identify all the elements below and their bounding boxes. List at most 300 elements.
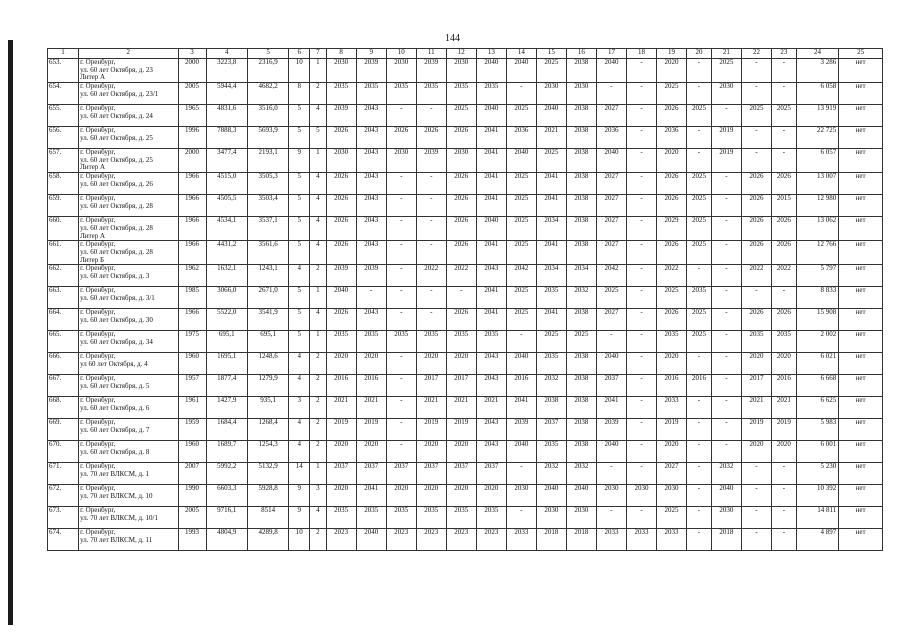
table-cell: 1279,9 — [247, 375, 288, 397]
table-cell: 2032 — [566, 287, 596, 309]
row-number-cell: 671. — [48, 463, 79, 485]
table-cell: - — [596, 463, 626, 485]
row-number-cell: 673. — [48, 507, 79, 529]
table-cell: 2026 — [771, 173, 796, 195]
table-cell: 6 057 — [796, 149, 838, 173]
table-row — [48, 173, 883, 195]
table-cell: - — [711, 173, 741, 195]
table-cell: 2033 — [657, 529, 687, 551]
address-cell: г. Оренбург, ул. 70 лет ВЛКСМ, д. 11 — [79, 529, 178, 551]
table-cell: 2040 — [476, 59, 506, 83]
table-cell: 2041 — [506, 397, 536, 419]
table-cell: - — [687, 265, 712, 287]
table-cell: 10 — [289, 59, 310, 83]
table-cell: - — [687, 441, 712, 463]
table-cell: 2020 — [416, 485, 446, 507]
table-cell: 2030 — [386, 149, 416, 173]
table-cell: 2019 — [657, 419, 687, 441]
table-cell: 3503,4 — [247, 195, 288, 217]
table-cell: 2040 — [506, 353, 536, 375]
table-cell: 2026 — [446, 173, 476, 195]
table-cell: 1 — [310, 331, 327, 353]
table-cell: 2035 — [356, 507, 386, 529]
table-cell: 4 — [310, 105, 327, 127]
table-cell: - — [626, 375, 656, 397]
column-number-header-cell: 1 — [48, 49, 79, 59]
table-cell: 2040 — [596, 353, 626, 375]
table-cell: 2027 — [596, 195, 626, 217]
table-cell: 2025 — [687, 331, 712, 353]
table-cell: - — [596, 83, 626, 105]
table-cell: 6 668 — [796, 375, 838, 397]
table-cell: 2 — [310, 353, 327, 375]
table-cell: 2039 — [416, 149, 446, 173]
table-cell: нет — [839, 507, 883, 529]
table-cell: 5522,0 — [206, 309, 247, 331]
table-cell: - — [771, 485, 796, 507]
table-cell: 2020 — [657, 59, 687, 83]
row-number-cell: 654. — [48, 83, 79, 105]
table-cell: 2027 — [596, 217, 626, 241]
table-cell: 8514 — [247, 507, 288, 529]
table-cell: 5 797 — [796, 265, 838, 287]
table-cell: 2035 — [687, 287, 712, 309]
table-cell: нет — [839, 309, 883, 331]
table-cell: 2030 — [626, 485, 656, 507]
table-cell: 2025 — [657, 83, 687, 105]
table-cell: 2020 — [657, 353, 687, 375]
table-cell: 1961 — [178, 397, 206, 419]
table-cell: 2035 — [416, 83, 446, 105]
address-cell: г. Оренбург, ул. 60 лет Октября, д. 25 Литер А — [79, 149, 178, 173]
table-cell: - — [626, 217, 656, 241]
table-cell: 2020 — [326, 485, 356, 507]
column-number-header-cell: 21 — [711, 49, 741, 59]
table-cell: 2025 — [536, 59, 566, 83]
table-cell: нет — [839, 375, 883, 397]
table-cell: 2020 — [476, 485, 506, 507]
table-cell: - — [771, 127, 796, 149]
table-cell: - — [386, 173, 416, 195]
column-number-header-cell: 22 — [741, 49, 771, 59]
table-cell: нет — [839, 265, 883, 287]
table-cell: 2043 — [356, 149, 386, 173]
table-cell: 2025 — [711, 59, 741, 83]
table-cell: 2032 — [711, 463, 741, 485]
table-cell: 2026 — [326, 127, 356, 149]
table-cell: 6 058 — [796, 83, 838, 105]
table-cell: 2035 — [416, 507, 446, 529]
table-cell: 2020 — [657, 149, 687, 173]
table-cell: 2020 — [386, 485, 416, 507]
table-cell: 13 062 — [796, 217, 838, 241]
table-cell: 2043 — [476, 419, 506, 441]
table-cell: 2025 — [687, 173, 712, 195]
table-cell: 10 392 — [796, 485, 838, 507]
column-number-header-cell: 10 — [386, 49, 416, 59]
table-cell: - — [386, 419, 416, 441]
table-cell: - — [771, 287, 796, 309]
table-cell: - — [771, 529, 796, 551]
table-cell: 3561,6 — [247, 241, 288, 265]
table-cell: 9 — [289, 149, 310, 173]
column-number-header-cell: 12 — [446, 49, 476, 59]
table-cell: 2 — [310, 441, 327, 463]
table-cell: - — [626, 127, 656, 149]
table-cell: 2 002 — [796, 331, 838, 353]
table-cell: 2021 — [326, 397, 356, 419]
table-cell: 1254,3 — [247, 441, 288, 463]
table-cell: 2035 — [326, 507, 356, 529]
column-number-header-cell: 19 — [657, 49, 687, 59]
table-cell: 2035 — [536, 287, 566, 309]
table-cell: 2030 — [536, 83, 566, 105]
table-cell: - — [771, 149, 796, 173]
table-row — [48, 149, 883, 173]
table-cell: 2020 — [446, 441, 476, 463]
table-cell: 2020 — [446, 353, 476, 375]
table-cell: 2 — [310, 419, 327, 441]
table-cell: 2040 — [476, 217, 506, 241]
table-cell: 2035 — [536, 441, 566, 463]
table-cell: 2020 — [326, 441, 356, 463]
table-cell: 2041 — [356, 485, 386, 507]
table-cell: 2 — [310, 265, 327, 287]
table-cell: 2023 — [446, 529, 476, 551]
row-number-cell: 660. — [48, 217, 79, 241]
table-cell: 22 725 — [796, 127, 838, 149]
table-cell: 6603,3 — [206, 485, 247, 507]
table-cell: 6 625 — [796, 397, 838, 419]
table-cell: 2043 — [356, 217, 386, 241]
table-cell: - — [446, 287, 476, 309]
table-cell: нет — [839, 397, 883, 419]
table-cell: - — [711, 241, 741, 265]
table-cell: - — [416, 287, 446, 309]
table-cell: 15 908 — [796, 309, 838, 331]
table-cell: - — [741, 529, 771, 551]
table-cell: 2019 — [741, 419, 771, 441]
table-cell: - — [687, 149, 712, 173]
row-number-cell: 669. — [48, 419, 79, 441]
table-cell: 5992,2 — [206, 463, 247, 485]
table-cell: 2038 — [566, 241, 596, 265]
table-cell: 5 — [289, 217, 310, 241]
table-row — [48, 529, 883, 551]
column-number-header-cell: 18 — [626, 49, 656, 59]
table-cell: 1960 — [178, 441, 206, 463]
table-cell: нет — [839, 195, 883, 217]
table-cell: - — [711, 287, 741, 309]
table-cell: 2026 — [416, 127, 446, 149]
table-cell: 2019 — [416, 419, 446, 441]
table-cell: 2023 — [476, 529, 506, 551]
table-cell: 2035 — [356, 83, 386, 105]
table-cell: - — [386, 105, 416, 127]
row-number-cell: 656. — [48, 127, 79, 149]
table-cell: 2027 — [596, 241, 626, 265]
table-cell: 2020 — [416, 441, 446, 463]
table-cell: 2040 — [536, 485, 566, 507]
table-cell: 2041 — [536, 173, 566, 195]
table-cell: 2018 — [566, 529, 596, 551]
table-cell: 9 — [289, 485, 310, 507]
table-cell: 2030 — [711, 83, 741, 105]
table-cell: - — [687, 507, 712, 529]
table-cell: 2026 — [657, 195, 687, 217]
table-cell: нет — [839, 217, 883, 241]
table-cell: 2025 — [657, 287, 687, 309]
table-cell: 4505,5 — [206, 195, 247, 217]
table-cell: - — [741, 287, 771, 309]
table-cell: 2038 — [566, 419, 596, 441]
table-cell: 2016 — [326, 375, 356, 397]
table-cell: - — [711, 265, 741, 287]
table-cell: 3 — [310, 485, 327, 507]
table-cell: 3541,9 — [247, 309, 288, 331]
table-cell: 2026 — [771, 309, 796, 331]
table-cell: 2026 — [446, 309, 476, 331]
table-cell: - — [741, 485, 771, 507]
table-cell: 2043 — [476, 375, 506, 397]
table-cell: нет — [839, 529, 883, 551]
table-cell: 2033 — [596, 529, 626, 551]
table-cell: 1 — [310, 287, 327, 309]
table-cell: 2040 — [326, 287, 356, 309]
table-cell: - — [386, 353, 416, 375]
table-cell: 14 811 — [796, 507, 838, 529]
table-cell: 3537,1 — [247, 217, 288, 241]
table-cell: - — [626, 441, 656, 463]
table-cell: 2041 — [476, 149, 506, 173]
table-cell: нет — [839, 241, 883, 265]
table-cell: 1996 — [178, 127, 206, 149]
table-cell: 2030 — [506, 485, 536, 507]
table-cell: 2030 — [566, 507, 596, 529]
left-margin-bar — [8, 40, 13, 625]
table-cell: 2019 — [711, 149, 741, 173]
table-cell: 2020 — [771, 353, 796, 375]
table-cell: 2026 — [326, 217, 356, 241]
column-number-header-cell: 4 — [206, 49, 247, 59]
row-number-cell: 674. — [48, 529, 79, 551]
table-cell: 2037 — [536, 419, 566, 441]
table-cell: 2035 — [476, 83, 506, 105]
table-cell: 2025 — [506, 287, 536, 309]
table-cell: - — [626, 331, 656, 353]
row-number-cell: 668. — [48, 397, 79, 419]
table-cell: - — [356, 287, 386, 309]
table-cell: 2020 — [356, 353, 386, 375]
table-cell: нет — [839, 331, 883, 353]
table-cell: 1877,4 — [206, 375, 247, 397]
table-cell: 2023 — [326, 529, 356, 551]
table-cell: 2030 — [446, 59, 476, 83]
table-cell: 1962 — [178, 265, 206, 287]
table-cell: 1966 — [178, 217, 206, 241]
table-cell: - — [416, 217, 446, 241]
table-cell: 2020 — [741, 353, 771, 375]
address-cell: г. Оренбург, ул. 70 лет ВЛКСМ, д. 1 — [79, 463, 178, 485]
table-cell: 2025 — [506, 173, 536, 195]
table-cell: 2040 — [596, 59, 626, 83]
address-cell: г. Оренбург, ул. 60 лет Октября, д. 34 — [79, 331, 178, 353]
table-cell: 2026 — [741, 217, 771, 241]
table-cell: - — [711, 217, 741, 241]
table-cell: 4682,2 — [247, 83, 288, 105]
table-row — [48, 375, 883, 397]
table-cell: 2025 — [536, 149, 566, 173]
column-number-header-cell: 14 — [506, 49, 536, 59]
table-cell: 2038 — [566, 149, 596, 173]
table-cell: 5 — [289, 173, 310, 195]
table-cell: 2025 — [566, 331, 596, 353]
address-cell: г. Оренбург, ул 60 лет Октября, д. 4 — [79, 353, 178, 375]
table-cell: 2038 — [566, 397, 596, 419]
table-cell: 2020 — [356, 441, 386, 463]
column-number-header-cell: 5 — [247, 49, 288, 59]
table-cell: 8 833 — [796, 287, 838, 309]
table-cell: 2041 — [536, 195, 566, 217]
table-cell: нет — [839, 485, 883, 507]
row-number-cell: 658. — [48, 173, 79, 195]
page-number: 144 — [445, 33, 460, 44]
address-cell: г. Оренбург, ул. 60 лет Октября, д. 23/1 — [79, 83, 178, 105]
table-cell: 2026 — [657, 241, 687, 265]
address-cell: г. Оренбург, ул. 60 лет Октября, д. 28 Литер А — [79, 217, 178, 241]
address-cell: г. Оренбург, ул. 60 лет Октября, д. 23 Литер А — [79, 59, 178, 83]
table-row — [48, 217, 883, 241]
table-cell: 3505,3 — [247, 173, 288, 195]
table-cell: 2039 — [356, 265, 386, 287]
table-cell: 2040 — [506, 441, 536, 463]
table-cell: 2039 — [326, 265, 356, 287]
table-cell: 2041 — [596, 397, 626, 419]
table-cell: 2026 — [741, 173, 771, 195]
table-row — [48, 241, 883, 265]
table-cell: 4534,1 — [206, 217, 247, 241]
table-cell: 2016 — [771, 375, 796, 397]
table-cell: 2040 — [506, 59, 536, 83]
row-number-cell: 653. — [48, 59, 79, 83]
table-cell: 4 — [310, 217, 327, 241]
table-cell: 2035 — [476, 507, 506, 529]
table-cell: 695,1 — [206, 331, 247, 353]
table-cell: 2005 — [178, 507, 206, 529]
table-cell: 2022 — [446, 265, 476, 287]
table-cell: 2025 — [657, 507, 687, 529]
table-cell: - — [741, 507, 771, 529]
table-cell: 2022 — [657, 265, 687, 287]
table-cell: - — [771, 59, 796, 83]
table-cell: 2026 — [741, 309, 771, 331]
table-cell: 2041 — [536, 309, 566, 331]
table-cell: - — [506, 507, 536, 529]
table-cell: 2035 — [416, 331, 446, 353]
table-cell: 2025 — [506, 217, 536, 241]
table-cell: 2040 — [566, 485, 596, 507]
table-cell: 2016 — [356, 375, 386, 397]
table-cell: 2000 — [178, 149, 206, 173]
table-cell: - — [711, 309, 741, 331]
table-cell: 2025 — [687, 241, 712, 265]
address-cell: г. Оренбург, ул. 60 лет Октября, д. 3/1 — [79, 287, 178, 309]
table-cell: 3066,0 — [206, 287, 247, 309]
table-cell: 2026 — [741, 195, 771, 217]
table-cell: 2020 — [741, 441, 771, 463]
table-cell: 1966 — [178, 309, 206, 331]
table-cell: 2038 — [566, 195, 596, 217]
column-number-header-cell: 6 — [289, 49, 310, 59]
table-cell: 2025 — [596, 287, 626, 309]
table-row — [48, 195, 883, 217]
table-cell: 3223,8 — [206, 59, 247, 83]
table-row — [48, 105, 883, 127]
table-cell: 2036 — [596, 127, 626, 149]
table-cell: 1 — [310, 149, 327, 173]
table-cell: - — [687, 59, 712, 83]
table-cell: - — [626, 353, 656, 375]
table-cell: 9716,1 — [206, 507, 247, 529]
address-cell: г. Оренбург, ул. 60 лет Октября, д. 28 Литер Б — [79, 241, 178, 265]
row-number-cell: 667. — [48, 375, 79, 397]
table-cell: 2033 — [506, 529, 536, 551]
table-cell: 2038 — [566, 217, 596, 241]
table-cell: 2021 — [446, 397, 476, 419]
table-cell: 2035 — [446, 83, 476, 105]
table-cell: 2039 — [506, 419, 536, 441]
table-cell: 1959 — [178, 419, 206, 441]
table-cell: - — [711, 195, 741, 217]
table-cell: 2 — [310, 529, 327, 551]
table-cell: 2038 — [566, 105, 596, 127]
table-cell: - — [711, 419, 741, 441]
building-registry-table — [47, 48, 883, 551]
table-cell: 6 021 — [796, 353, 838, 375]
table-cell: 1248,6 — [247, 353, 288, 375]
table-cell: 1 — [310, 463, 327, 485]
table-cell: 2017 — [741, 375, 771, 397]
table-cell: 2035 — [386, 507, 416, 529]
column-number-header-cell: 8 — [326, 49, 356, 59]
table-cell: нет — [839, 59, 883, 83]
table-cell: 2034 — [566, 265, 596, 287]
row-number-cell: 664. — [48, 309, 79, 331]
table-cell: 5 — [289, 309, 310, 331]
table-cell: - — [626, 287, 656, 309]
table-cell: 2027 — [596, 173, 626, 195]
table-cell: 2030 — [386, 59, 416, 83]
table-cell: 2037 — [596, 375, 626, 397]
address-cell: г. Оренбург, ул. 60 лет Октября, д. 26 — [79, 173, 178, 195]
table-cell: 2039 — [356, 59, 386, 83]
table-cell: 2017 — [416, 375, 446, 397]
table-cell: 2032 — [536, 463, 566, 485]
table-cell: - — [386, 241, 416, 265]
address-cell: г. Оренбург, ул. 60 лет Октября, д. 6 — [79, 397, 178, 419]
table-cell: 4804,9 — [206, 529, 247, 551]
table-cell: - — [596, 331, 626, 353]
table-cell: 2019 — [326, 419, 356, 441]
table-cell: 1993 — [178, 529, 206, 551]
table-cell: - — [626, 149, 656, 173]
table-cell: 1689,7 — [206, 441, 247, 463]
table-cell: 1 — [310, 59, 327, 83]
table-cell: 2022 — [771, 265, 796, 287]
table-cell: 2021 — [356, 397, 386, 419]
column-number-header-cell: 20 — [687, 49, 712, 59]
table-cell: 2019 — [446, 419, 476, 441]
